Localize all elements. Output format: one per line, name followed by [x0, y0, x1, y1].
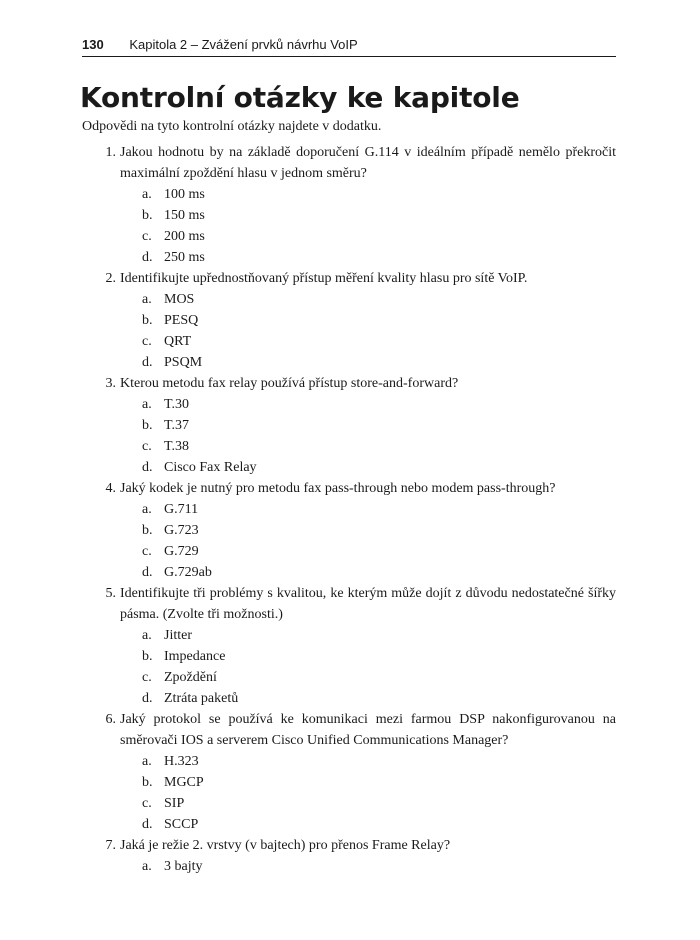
question-list [82, 142, 616, 877]
answer-letter: d. [142, 691, 153, 706]
question-7 [82, 835, 616, 877]
answer-list [120, 499, 616, 583]
answer-item [120, 688, 616, 709]
question-text: Jaká je režie 2. vrstvy (v bajtech) pro přenos Frame Relay? [120, 838, 451, 853]
question-text: Jaký protokol se používá ke komunikaci mezi farmou DSP nakonfigurovanou na směrovači IOS a serverem Cisco Unified Communications Manager? [120, 712, 616, 748]
question-text: Jaký kodek je nutný pro metodu fax pass-through nebo modem pass-through? [120, 481, 556, 496]
answer-item [120, 499, 616, 520]
answer-item [120, 331, 616, 352]
answer-item [120, 247, 616, 268]
answer-item [120, 184, 616, 205]
answer-text: PSQM [164, 355, 203, 370]
answer-text: 250 ms [164, 250, 205, 265]
answer-item [120, 562, 616, 583]
answer-item [120, 394, 616, 415]
answer-item [120, 772, 616, 793]
answer-text: 100 ms [164, 187, 205, 202]
answer-item [120, 457, 616, 478]
answer-text: MGCP [164, 775, 204, 790]
answer-text: MOS [164, 292, 195, 307]
answer-item [120, 625, 616, 646]
question-3 [82, 373, 616, 478]
answer-item [120, 856, 616, 877]
answer-letter: a. [142, 397, 152, 412]
answer-text: SCCP [164, 817, 199, 832]
answer-letter: d. [142, 817, 153, 832]
answer-item [120, 310, 616, 331]
running-header [82, 36, 616, 57]
answer-item [120, 289, 616, 310]
answer-letter: c. [142, 334, 152, 349]
question-text: Identifikujte upřednostňovaný přístup měření kvality hlasu pro sítě VoIP. [120, 271, 528, 286]
answer-text: 200 ms [164, 229, 205, 244]
answer-letter: b. [142, 775, 153, 790]
answer-letter: b. [142, 649, 153, 664]
answer-letter: a. [142, 502, 152, 517]
answer-text: G.729ab [164, 565, 212, 580]
answer-text: G.711 [164, 502, 199, 517]
answer-item [120, 793, 616, 814]
answer-letter: d. [142, 565, 153, 580]
answer-text: Zpoždění [164, 670, 217, 685]
question-6 [82, 709, 616, 835]
answer-text: Ztráta paketů [164, 691, 239, 706]
intro-text: Odpovědi na tyto kontrolní otázky najdete v dodatku. [82, 119, 382, 134]
answer-text: 3 bajty [164, 859, 203, 874]
answer-item [120, 226, 616, 247]
answer-list [120, 394, 616, 478]
answer-text: G.723 [164, 523, 199, 538]
answer-text: T.37 [164, 418, 190, 433]
answer-letter: c. [142, 439, 152, 454]
answer-item [120, 352, 616, 373]
answer-list [120, 184, 616, 268]
answer-letter: a. [142, 859, 152, 874]
page-title: Kontrolní otázky ke kapitole [80, 81, 520, 114]
answer-list [120, 751, 616, 835]
answer-text: H.323 [164, 754, 199, 769]
answer-letter: b. [142, 313, 153, 328]
question-2 [82, 268, 616, 373]
answer-item [120, 646, 616, 667]
question-number: 3. [105, 376, 116, 391]
answer-letter: d. [142, 355, 153, 370]
answer-item [120, 541, 616, 562]
answer-text: Impedance [164, 649, 226, 664]
question-number: 6. [105, 712, 116, 727]
answer-letter: b. [142, 523, 153, 538]
answer-letter: c. [142, 544, 152, 559]
answer-letter: a. [142, 628, 152, 643]
answer-text: T.30 [164, 397, 190, 412]
answer-letter: a. [142, 292, 152, 307]
answer-text: SIP [164, 796, 185, 811]
page-number: 130 [82, 37, 104, 52]
answer-letter: c. [142, 670, 152, 685]
question-number: 1. [105, 145, 116, 160]
answer-item [120, 814, 616, 835]
question-text: Kterou metodu fax relay používá přístup store-and-forward? [120, 376, 459, 391]
answer-text: G.729 [164, 544, 199, 559]
answer-list [120, 856, 616, 877]
question-5 [82, 583, 616, 709]
answer-text: PESQ [164, 313, 199, 328]
answer-letter: a. [142, 754, 152, 769]
answer-text: T.38 [164, 439, 190, 454]
answer-text: Jitter [164, 628, 192, 643]
answer-item [120, 520, 616, 541]
answer-item [120, 415, 616, 436]
answer-item [120, 667, 616, 688]
answer-item [120, 205, 616, 226]
answer-text: Cisco Fax Relay [164, 460, 257, 475]
question-number: 4. [105, 481, 116, 496]
answer-letter: c. [142, 796, 152, 811]
answer-letter: d. [142, 250, 153, 265]
question-number: 2. [105, 271, 116, 286]
answer-list [120, 289, 616, 373]
answer-letter: a. [142, 187, 152, 202]
answer-letter: d. [142, 460, 153, 475]
answer-text: QRT [164, 334, 192, 349]
question-text: Jakou hodnotu by na základě doporučení G.114 v ideálním případě nemělo překročit maximální zpoždění hlasu v jednom směru? [120, 145, 616, 181]
answer-item [120, 436, 616, 457]
answer-text: 150 ms [164, 208, 205, 223]
answer-letter: b. [142, 208, 153, 223]
answer-list [120, 625, 616, 709]
answer-letter: b. [142, 418, 153, 433]
question-text: Identifikujte tři problémy s kvalitou, ke kterým může dojít z důvodu nedostatečné šířky pásma. (Zvolte tři možnosti.) [120, 586, 616, 622]
question-number: 7. [105, 838, 116, 853]
answer-item [120, 751, 616, 772]
chapter-title: Kapitola 2 – Zvážení prvků návrhu VoIP [129, 37, 358, 52]
question-1 [82, 142, 616, 268]
answer-letter: c. [142, 229, 152, 244]
question-4 [82, 478, 616, 583]
question-number: 5. [105, 586, 116, 601]
